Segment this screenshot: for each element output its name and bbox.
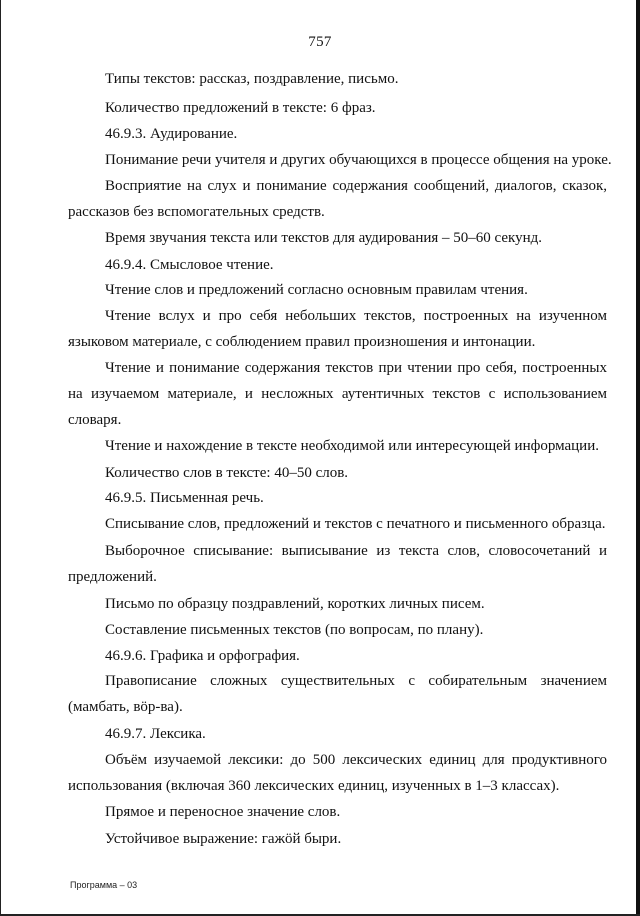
paragraph-word-count: Количество слов в тексте: 40–50 слов. <box>105 465 349 481</box>
paragraph-letter-writing: Письмо по образцу поздравлений, коротких личных писем. <box>105 596 485 612</box>
paragraph-reading-comprehension: Чтение и понимание содержания текстов при чтении про себя, построенных на изучаемом материале, и несложных аутентичных текстов с использованием словаря. <box>68 360 607 428</box>
paragraph-word-meaning: Прямое и переносное значение слов. <box>105 804 341 820</box>
section-heading-lexis: 46.9.7. Лексика. <box>105 726 206 742</box>
paragraph-reading-rules: Чтение слов и предложений согласно основным правилам чтения. <box>105 282 528 298</box>
paragraph-reading-aloud: Чтение вслух и про себя небольших текстов, построенных на изученном языковом материале, с соблюдением правил произношения и интонации. <box>68 308 607 350</box>
scan-edge-right <box>636 0 640 916</box>
paragraph-copying: Списывание слов, предложений и текстов с печатного и письменного образца. <box>105 516 606 532</box>
section-heading-reading: 46.9.4. Смысловое чтение. <box>105 257 274 273</box>
scan-edge-left <box>0 0 1 916</box>
paragraph-sentence-count: Количество предложений в тексте: 6 фраз. <box>105 100 376 116</box>
paragraph-selective-copying: Выборочное списывание: выписывание из текста слов, словосочетаний и предложений. <box>68 543 607 585</box>
paragraph-listening-perception: Восприятие на слух и понимание содержания сообщений, диалогов, сказок, рассказов без вспомогательных средств. <box>68 178 607 220</box>
paragraph-set-expression: Устойчивое выражение: гажӧй быри. <box>105 831 342 847</box>
section-heading-writing: 46.9.5. Письменная речь. <box>105 490 264 506</box>
page-number: 757 <box>308 34 332 50</box>
paragraph-text-types: Типы текстов: рассказ, поздравление, письмо. <box>105 71 399 87</box>
paragraph-listening-duration: Время звучания текста или текстов для аудирования – 50–60 секунд. <box>105 230 543 246</box>
footer-program-label: Программа – 03 <box>70 880 138 890</box>
section-heading-listening: 46.9.3. Аудирование. <box>105 126 238 142</box>
paragraph-speech-understanding: Понимание речи учителя и других обучающихся в процессе общения на уроке. <box>105 152 612 168</box>
paragraph-compound-nouns: Правописание сложных существительных с собирательным значением (мамбать, вӧр-ва). <box>68 673 607 715</box>
paragraph-composing-texts: Составление письменных текстов (по вопросам, по плану). <box>105 622 484 638</box>
paragraph-finding-information: Чтение и нахождение в тексте необходимой или интересующей информации. <box>105 438 599 454</box>
section-heading-orthography: 46.9.6. Графика и орфография. <box>105 648 300 664</box>
paragraph-vocabulary-volume: Объём изучаемой лексики: до 500 лексических единиц для продуктивного использования (включая 360 лексических единиц, изученных в 1–3 классах). <box>68 752 607 794</box>
